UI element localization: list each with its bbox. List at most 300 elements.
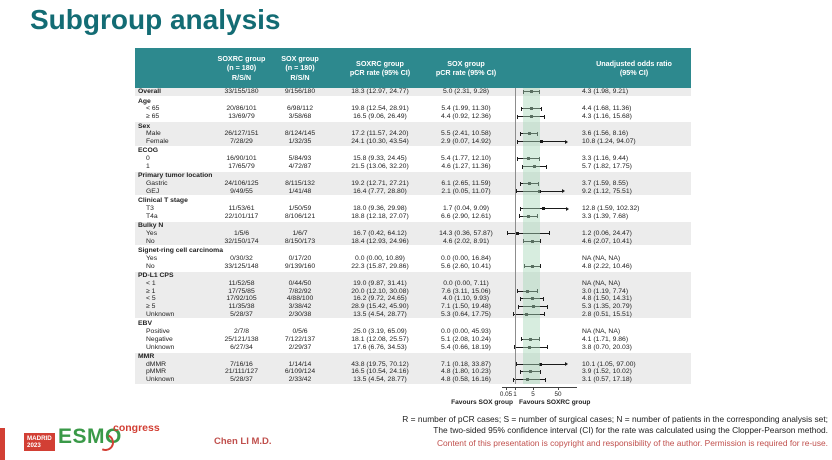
soxrc-rsn-value: 17/65/79 xyxy=(228,163,255,171)
sox-pcr-value: 5.6 (2.60, 10.41) xyxy=(441,262,491,270)
ci-line xyxy=(513,379,546,380)
madrid-2023-badge: MADRID 2023 xyxy=(24,433,55,451)
ci-cap-right xyxy=(537,132,538,136)
ci-cap-right xyxy=(540,264,541,268)
or-point xyxy=(531,297,534,300)
or-point xyxy=(531,240,534,243)
forest-marker-cell xyxy=(502,222,577,230)
ci-arrow-right xyxy=(565,362,568,366)
ci-cap-left xyxy=(520,182,521,186)
ci-cap-right xyxy=(537,289,538,293)
sox-rsn-value: 0/17/20 xyxy=(288,254,312,262)
table-row xyxy=(135,254,691,262)
odds-ratio-value: 4.8 (2.22, 10.46) xyxy=(582,262,632,270)
soxrc-rsn-value: 1/5/6 xyxy=(233,229,250,237)
sox-pcr-value: 5.5 (2.41, 10.58) xyxy=(441,130,491,138)
sox-rsn-value: 1/41/48 xyxy=(288,187,312,195)
soxrc-pcr-value: 21.5 (13.06, 32.20) xyxy=(351,163,409,171)
or-point xyxy=(531,265,534,268)
axis-tick xyxy=(515,387,516,390)
sox-rsn-value: 0/5/6 xyxy=(292,328,308,335)
forest-marker-cell xyxy=(502,105,577,113)
ci-cap-left xyxy=(521,107,522,111)
soxrc-rsn-value: 11/35/38 xyxy=(228,303,255,311)
forest-marker-cell xyxy=(502,303,577,311)
axis-tick-label: 5 xyxy=(531,390,535,398)
ci-cap-left xyxy=(517,157,518,161)
table-row xyxy=(135,138,691,146)
sox-rsn-value: 8/115/132 xyxy=(285,180,315,188)
ci-cap-right xyxy=(547,305,548,309)
or-point xyxy=(529,370,532,373)
soxrc-rsn-value: 21/111/127 xyxy=(224,368,258,376)
table-row xyxy=(135,328,691,336)
soxrc-pcr-value: 16.7 (0.42, 64.12) xyxy=(353,229,407,237)
or-point xyxy=(527,157,530,160)
soxrc-rsn-value: 0/30/32 xyxy=(230,254,253,262)
soxrc-pcr-value: 13.5 (4.54, 28.77) xyxy=(353,376,407,384)
or-point xyxy=(526,290,529,293)
row-label: 0 xyxy=(146,155,150,163)
table-row xyxy=(135,212,691,220)
sox-pcr-value: 4.8 (0.58, 16.16) xyxy=(441,376,491,384)
sox-rsn-value: 2/33/42 xyxy=(288,376,312,384)
sox-pcr-value: 5.4 (0.66, 18.19) xyxy=(441,343,491,351)
row-label: No xyxy=(146,237,155,245)
odds-ratio-value: 5.7 (1.82, 17.75) xyxy=(582,163,632,171)
ci-cap-left xyxy=(514,345,515,349)
odds-ratio-value: 2.8 (0.51, 15.51) xyxy=(582,310,632,318)
soxrc-rsn-value: 7/28/29 xyxy=(230,138,253,146)
sox-pcr-value: 0.0 (0.00, 16.84) xyxy=(441,254,491,262)
row-label: MMR xyxy=(138,352,155,360)
odds-ratio-value: NA (NA, NA) xyxy=(582,328,621,335)
soxrc-pcr-value: 13.5 (4.54, 28.77) xyxy=(353,310,407,318)
header-sox-pcr: SOX group pCR rate (95% CI) xyxy=(435,58,497,77)
table-row xyxy=(135,237,691,245)
row-label: dMMR xyxy=(146,360,167,368)
row-label: Male xyxy=(146,130,161,138)
table-row xyxy=(135,343,691,351)
sox-rsn-value: 0/44/50 xyxy=(288,279,312,287)
forest-marker-cell xyxy=(502,328,577,336)
row-label: Bulky N xyxy=(138,222,164,230)
sox-pcr-value: 5.4 (1.99, 11.30) xyxy=(441,105,491,113)
ci-cap-left xyxy=(524,264,525,268)
soxrc-pcr-value: 0.0 (0.00, 10.89) xyxy=(355,254,405,262)
ci-cap-right xyxy=(537,214,538,218)
section-header-row xyxy=(135,272,691,280)
table-row xyxy=(135,360,691,368)
sox-pcr-value: 4.6 (2.02, 8.91) xyxy=(442,237,490,245)
forest-marker-cell xyxy=(502,155,577,163)
or-point xyxy=(528,182,531,185)
soxrc-pcr-value: 22.3 (15.87, 29.86) xyxy=(351,262,409,270)
row-label: Unknown xyxy=(146,343,175,351)
ci-cap-left xyxy=(513,378,514,382)
sox-pcr-value: 4.4 (0.92, 12.36) xyxy=(441,113,491,121)
sox-rsn-value: 1/50/59 xyxy=(288,205,312,213)
table-row xyxy=(135,88,691,96)
ci-cap-right xyxy=(538,182,539,186)
ci-arrow-right xyxy=(566,207,569,211)
odds-ratio-value: 4.3 (1.16, 15.68) xyxy=(582,113,632,121)
odds-ratio-value: 3.9 (1.52, 10.02) xyxy=(582,368,632,376)
or-axis xyxy=(135,385,691,411)
row-label: Gastric xyxy=(146,180,168,188)
forest-marker-cell xyxy=(502,368,577,376)
ci-cap-right xyxy=(547,345,548,349)
soxrc-rsn-value: 11/53/61 xyxy=(228,205,255,213)
forest-marker-cell xyxy=(502,353,577,361)
ci-cap-left xyxy=(516,362,517,366)
section-header-row xyxy=(135,197,691,205)
soxrc-rsn-value: 16/90/101 xyxy=(226,155,257,163)
table-row xyxy=(135,113,691,121)
axis-tick-label: 0.05 xyxy=(499,390,513,398)
soxrc-pcr-value: 18.4 (12.93, 24.96) xyxy=(351,237,409,245)
table-row xyxy=(135,188,691,196)
row-label: Unknown xyxy=(146,376,175,384)
or-point xyxy=(516,232,519,235)
row-label: EBV xyxy=(138,320,152,328)
odds-ratio-value: 4.1 (1.71, 9.86) xyxy=(582,335,629,343)
ci-cap-left xyxy=(521,337,522,341)
soxrc-rsn-value: 5/28/37 xyxy=(230,310,253,318)
section-header-row xyxy=(135,320,691,328)
sox-rsn-value: 1/6/7 xyxy=(292,229,308,237)
forest-marker-cell xyxy=(502,311,577,319)
odds-ratio-value: 12.8 (1.59, 102.32) xyxy=(582,205,640,213)
table-header xyxy=(135,48,691,88)
ci-cap-right xyxy=(539,90,540,94)
sox-pcr-value: 6.1 (2.65, 11.59) xyxy=(441,180,491,188)
ci-cap-left xyxy=(507,231,508,235)
sox-rsn-value: 1/14/14 xyxy=(288,360,312,368)
or-point xyxy=(525,313,528,316)
odds-ratio-value: 3.8 (0.70, 20.03) xyxy=(582,343,632,351)
sox-pcr-value: 0.0 (0.00, 45.93) xyxy=(441,328,491,335)
forest-marker-cell xyxy=(502,320,577,328)
row-label: GEJ xyxy=(146,187,160,195)
row-label: T3 xyxy=(146,205,154,213)
forest-marker-cell xyxy=(502,335,577,343)
soxrc-rsn-value: 5/28/37 xyxy=(230,376,253,384)
table-row xyxy=(135,130,691,138)
sox-pcr-value: 4.8 (1.80, 10.23) xyxy=(441,368,491,376)
esmo-logo: ESMO xyxy=(58,425,122,448)
sox-rsn-value: 3/58/68 xyxy=(288,113,312,121)
congress-label: congress xyxy=(113,422,160,434)
soxrc-pcr-value: 18.1 (12.08, 25.57) xyxy=(351,335,409,343)
forest-marker-cell xyxy=(502,360,577,368)
ci-arrow-right xyxy=(565,140,568,144)
row-label: < 1 xyxy=(146,279,156,287)
odds-ratio-value: 3.3 (1.39, 7.68) xyxy=(582,212,629,220)
footnote-ci-method: The two-sided 95% confidence interval (CI) for the rate was calculated using the Clopper-Pearson method. xyxy=(433,425,828,435)
favours-sox-label: Favours SOX group xyxy=(451,398,513,406)
sox-rsn-value: 8/124/145 xyxy=(284,130,316,138)
forest-marker-cell xyxy=(502,130,577,138)
soxrc-rsn-value: 9/49/55 xyxy=(230,187,253,195)
row-label: Age xyxy=(138,97,151,105)
ci-cap-left xyxy=(517,140,518,144)
sox-pcr-value: 2.9 (0.07, 14.92) xyxy=(441,138,491,146)
row-label: Clinical T stage xyxy=(138,197,188,205)
soxrc-rsn-value: 24/106/125 xyxy=(224,180,259,188)
or-point xyxy=(540,140,543,143)
soxrc-pcr-value: 18.0 (9.36, 29.98) xyxy=(353,205,407,213)
table-row xyxy=(135,311,691,319)
copyright-notice: Content of this presentation is copyright and responsibility of the author. Permission is required for re-use. xyxy=(436,438,828,448)
section-header-row xyxy=(135,97,691,105)
or-point xyxy=(527,215,530,218)
axis-tick xyxy=(533,387,534,390)
or-point xyxy=(530,107,533,110)
forest-marker-cell xyxy=(502,287,577,295)
forest-marker-cell xyxy=(502,272,577,280)
header-odds-ratio: Unadjusted odds ratio (95% CI) xyxy=(596,58,672,77)
sox-pcr-value: 7.6 (3.11, 15.06) xyxy=(441,287,491,295)
odds-ratio-value: 3.6 (1.56, 8.16) xyxy=(582,130,629,138)
or-point xyxy=(533,165,536,168)
table-row xyxy=(135,295,691,303)
section-header-row xyxy=(135,172,691,180)
or-point xyxy=(529,338,532,341)
ci-line xyxy=(507,233,551,234)
row-label: Sex xyxy=(138,122,151,130)
ci-cap-left xyxy=(523,90,524,94)
sox-pcr-value: 5.4 (1.77, 12.10) xyxy=(441,155,491,163)
soxrc-rsn-value: 25/121/138 xyxy=(224,335,259,343)
header-soxrc-rsn: SOXRC group (n = 180) R/S/N xyxy=(217,53,266,82)
forest-marker-cell xyxy=(502,180,577,188)
soxrc-rsn-value: 7/16/16 xyxy=(230,360,253,368)
sox-rsn-value: 6/98/112 xyxy=(287,105,313,113)
ci-cap-left xyxy=(517,289,518,293)
sox-rsn-value: 8/150/173 xyxy=(284,237,316,245)
sox-rsn-value: 6/109/124 xyxy=(284,368,316,376)
header-sox-rsn: SOX group (n = 180) R/S/N xyxy=(281,53,319,82)
odds-ratio-value: NA (NA, NA) xyxy=(582,279,621,287)
table-body xyxy=(135,88,691,384)
section-header-row xyxy=(135,147,691,155)
soxrc-pcr-value: 16.2 (9.72, 24.65) xyxy=(353,295,407,303)
row-label: 1 xyxy=(146,163,150,171)
odds-ratio-value: 10.1 (1.05, 97.00) xyxy=(582,360,636,368)
odds-ratio-value: 1.2 (0.06, 24.47) xyxy=(582,229,632,237)
soxrc-pcr-value: 19.8 (12.54, 28.91) xyxy=(351,105,409,113)
soxrc-rsn-value: 17/75/85 xyxy=(228,287,255,295)
row-label: ECOG xyxy=(138,147,159,155)
soxrc-pcr-value: 43.8 (19.75, 70.12) xyxy=(351,360,409,368)
soxrc-pcr-value: 16.5 (9.06, 26.49) xyxy=(353,113,407,121)
sox-rsn-value: 7/122/137 xyxy=(284,335,316,343)
sox-rsn-value: 4/88/100 xyxy=(286,295,314,303)
ci-cap-left xyxy=(516,189,517,193)
forest-marker-cell xyxy=(502,295,577,303)
odds-ratio-value: 3.7 (1.59, 8.55) xyxy=(582,180,629,188)
table-row xyxy=(135,335,691,343)
soxrc-rsn-value: 17/92/105 xyxy=(226,295,257,303)
sox-rsn-value: 9/156/180 xyxy=(284,88,316,96)
subgroup-table xyxy=(135,48,691,411)
row-label: ≥ 65 xyxy=(146,113,160,121)
row-label: Yes xyxy=(146,254,158,262)
sox-pcr-value: 5.1 (2.08, 10.24) xyxy=(441,335,491,343)
table-row xyxy=(135,205,691,213)
ci-cap-right xyxy=(539,157,540,161)
row-label: Signet-ring cell carcinoma xyxy=(138,247,223,255)
sox-rsn-value: 1/32/35 xyxy=(288,138,312,146)
row-label: Negative xyxy=(146,335,173,343)
forest-marker-cell xyxy=(502,88,577,96)
section-header-row xyxy=(135,122,691,130)
soxrc-rsn-value: 26/127/151 xyxy=(224,130,259,138)
soxrc-pcr-value: 15.8 (9.33, 24.45) xyxy=(353,155,407,163)
soxrc-rsn-value: 11/52/58 xyxy=(228,279,255,287)
sox-pcr-value: 5.3 (0.64, 17.75) xyxy=(441,310,491,318)
or-point xyxy=(528,132,531,135)
sox-rsn-value: 2/30/38 xyxy=(288,310,312,318)
forest-marker-cell xyxy=(502,254,577,262)
table-row xyxy=(135,368,691,376)
soxrc-rsn-value: 32/150/174 xyxy=(224,237,259,245)
axis-line xyxy=(502,387,577,388)
forest-marker-cell xyxy=(502,197,577,205)
or-point xyxy=(538,190,541,193)
ci-cap-left xyxy=(520,297,521,301)
sox-rsn-value: 8/106/121 xyxy=(284,212,316,220)
ci-cap-right xyxy=(541,107,542,111)
forest-marker-cell xyxy=(502,376,577,384)
ci-cap-left xyxy=(520,207,521,211)
sox-rsn-value: 9/139/160 xyxy=(284,262,316,270)
row-label: ≥ 1 xyxy=(146,287,156,295)
sox-pcr-value: 2.1 (0.05, 11.07) xyxy=(441,187,491,195)
row-label: Positive xyxy=(146,328,170,335)
or-point xyxy=(530,90,533,93)
odds-ratio-value: 9.2 (1.12, 75.51) xyxy=(582,187,632,195)
sox-rsn-value: 2/29/37 xyxy=(288,343,312,351)
soxrc-pcr-value: 16.5 (10.54, 24.16) xyxy=(351,368,409,376)
table-row xyxy=(135,163,691,171)
ci-cap-left xyxy=(517,115,518,119)
forest-marker-cell xyxy=(502,205,577,213)
forest-marker-cell xyxy=(502,122,577,130)
table-row xyxy=(135,180,691,188)
header-soxrc-pcr: SOXRC group pCR rate (95% CI) xyxy=(349,58,411,77)
table-row xyxy=(135,303,691,311)
forest-marker-cell xyxy=(502,172,577,180)
ci-cap-right xyxy=(540,370,541,374)
table-row xyxy=(135,230,691,238)
ci-cap-right xyxy=(545,378,546,382)
table-row xyxy=(135,287,691,295)
or-point xyxy=(526,378,529,381)
section-header-row xyxy=(135,247,691,255)
soxrc-pcr-value: 28.9 (15.42, 45.90) xyxy=(351,303,409,311)
soxrc-pcr-value: 17.2 (11.57, 24.20) xyxy=(351,130,409,138)
sox-pcr-value: 14.3 (0.36, 57.87) xyxy=(439,229,493,237)
sox-pcr-value: 7.1 (1.50, 19.48) xyxy=(441,303,491,311)
ci-cap-right xyxy=(549,231,550,235)
ci-cap-right xyxy=(543,297,544,301)
soxrc-rsn-value: 22/101/117 xyxy=(224,212,259,220)
sox-pcr-value: 4.6 (1.27, 11.36) xyxy=(441,163,491,171)
forest-marker-cell xyxy=(502,237,577,245)
soxrc-pcr-value: 17.6 (6.76, 34.53) xyxy=(353,343,407,351)
or-point xyxy=(532,305,535,308)
ci-cap-left xyxy=(520,132,521,136)
or-point xyxy=(530,115,533,118)
forest-marker-cell xyxy=(502,147,577,155)
section-header-row xyxy=(135,353,691,361)
table-row xyxy=(135,105,691,113)
odds-ratio-value: 4.4 (1.68, 11.36) xyxy=(582,105,632,113)
ci-arrow-right xyxy=(562,189,565,193)
forest-marker-cell xyxy=(502,343,577,351)
forest-marker-cell xyxy=(502,113,577,121)
sox-rsn-value: 7/82/92 xyxy=(288,287,312,295)
row-label: No xyxy=(146,262,155,270)
page-title: Subgroup analysis xyxy=(30,4,281,35)
soxrc-rsn-value: 6/27/34 xyxy=(230,343,253,351)
ci-cap-right xyxy=(540,239,541,243)
sox-pcr-value: 1.7 (0.04, 9.09) xyxy=(442,205,490,213)
sox-pcr-value: 7.1 (0.18, 33.87) xyxy=(441,360,491,368)
row-label: Overall xyxy=(138,88,162,96)
ci-cap-left xyxy=(520,370,521,374)
odds-ratio-value: 3.3 (1.16, 9.44) xyxy=(582,155,629,163)
slide-edge-accent xyxy=(0,428,5,460)
axis-tick-label: 1 xyxy=(513,390,517,398)
odds-ratio-value: 10.8 (1.24, 94.07) xyxy=(582,138,636,146)
forest-marker-cell xyxy=(502,188,577,196)
ci-cap-right xyxy=(544,115,545,119)
soxrc-pcr-value: 20.0 (12.10, 30.08) xyxy=(351,287,409,295)
forest-marker-cell xyxy=(502,279,577,287)
or-point xyxy=(528,346,531,349)
soxrc-rsn-value: 33/125/148 xyxy=(224,262,259,270)
soxrc-pcr-value: 18.3 (12.97, 24.77) xyxy=(351,88,409,96)
soxrc-pcr-value: 19.0 (9.87, 31.41) xyxy=(353,279,407,287)
forest-marker-cell xyxy=(502,163,577,171)
soxrc-pcr-value: 25.0 (3.19, 65.09) xyxy=(353,328,407,335)
odds-ratio-value: NA (NA, NA) xyxy=(582,254,621,262)
sox-rsn-value: 3/38/42 xyxy=(288,303,312,311)
soxrc-rsn-value: 13/69/79 xyxy=(228,113,255,121)
ci-cap-right xyxy=(544,312,545,316)
row-label: T4a xyxy=(146,212,158,220)
soxrc-rsn-value: 20/86/101 xyxy=(226,105,257,113)
ci-cap-right xyxy=(546,165,547,169)
forest-marker-cell xyxy=(502,262,577,270)
soxrc-rsn-value: 33/155/180 xyxy=(224,88,259,96)
row-label: Female xyxy=(146,138,169,146)
favours-soxrc-label: Favours SOXRC group xyxy=(519,398,591,406)
row-label: Unknown xyxy=(146,310,175,318)
ci-cap-left xyxy=(522,165,523,169)
odds-ratio-value: 5.3 (1.35, 20.79) xyxy=(582,303,632,311)
sox-rsn-value: 4/72/87 xyxy=(288,163,312,171)
row-label: Yes xyxy=(146,229,158,237)
row-label: < 65 xyxy=(146,105,160,113)
table-row xyxy=(135,155,691,163)
ci-cap-right xyxy=(539,337,540,341)
soxrc-pcr-value: 18.8 (12.18, 27.07) xyxy=(351,212,409,220)
soxrc-pcr-value: 16.4 (7.77, 28.80) xyxy=(353,187,407,195)
